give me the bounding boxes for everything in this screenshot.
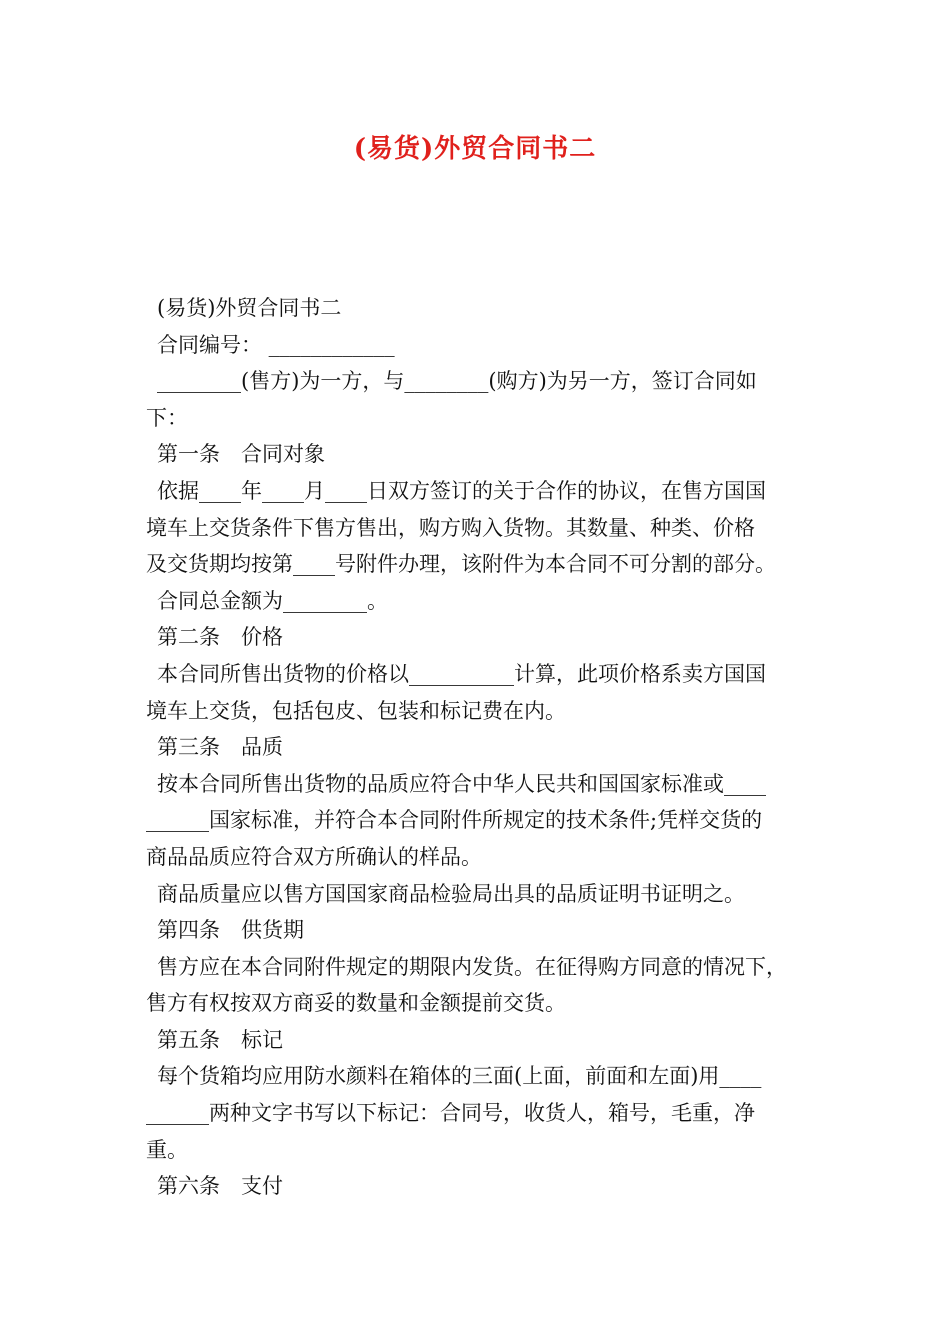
body-line: 及交货期均按第____号附件办理，该附件为本合同不可分割的部分。 bbox=[146, 552, 776, 577]
body-line: 第三条 品质 bbox=[157, 735, 283, 760]
body-line: 第二条 价格 bbox=[157, 625, 283, 650]
body-line: 下： bbox=[146, 405, 188, 430]
body-line: ______国家标准，并符合本合同附件所规定的技术条件;凭样交货的 bbox=[146, 808, 763, 833]
body-line: 境车上交货条件下售方售出，购方购入货物。其数量、种类、价格 bbox=[146, 515, 755, 540]
body-line: 合同总金额为________。 bbox=[157, 588, 388, 613]
body-line: 商品质量应以售方国国家商品检验局出具的品质证明书证明之。 bbox=[157, 881, 745, 906]
document-title: (易货)外贸合同书二 bbox=[353, 134, 597, 164]
body-line: ________(售方)为一方，与________(购方)为另一方，签订合同如 bbox=[157, 369, 757, 394]
body-line: 重。 bbox=[146, 1137, 188, 1162]
body-line: ______两种文字书写以下标记：合同号，收货人，箱号，毛重，净 bbox=[146, 1101, 755, 1126]
body-line: 依据____年____月____日双方签订的关于合作的协议，在售方国国 bbox=[157, 478, 766, 503]
body-line: (易货)外贸合同书二 bbox=[157, 296, 342, 320]
body-line: 第五条 标记 bbox=[157, 1027, 283, 1052]
body-line: 境车上交货，包括包皮、包装和标记费在内。 bbox=[146, 698, 566, 723]
body-line: 售方应在本合同附件规定的期限内发货。在征得购方同意的情况下， bbox=[157, 954, 787, 979]
body-line: 本合同所售出货物的价格以__________计算，此项价格系卖方国国 bbox=[157, 661, 766, 686]
body-line: 售方有权按双方商妥的数量和金额提前交货。 bbox=[146, 991, 566, 1016]
body-line: 按本合同所售出货物的品质应符合中华人民共和国国家标准或____ bbox=[157, 771, 766, 796]
body-line: 商品品质应符合双方所确认的样品。 bbox=[146, 844, 482, 869]
body-line: 第六条 支付 bbox=[157, 1174, 283, 1199]
body-line: 每个货箱均应用防水颜料在箱体的三面(上面，前面和左面)用____ bbox=[157, 1064, 762, 1089]
body-line: 合同编号： ____________ bbox=[157, 332, 395, 357]
document-body bbox=[146, 290, 816, 1205]
body-line: 第四条 供货期 bbox=[157, 918, 304, 943]
body-line: 第一条 合同对象 bbox=[157, 442, 325, 467]
